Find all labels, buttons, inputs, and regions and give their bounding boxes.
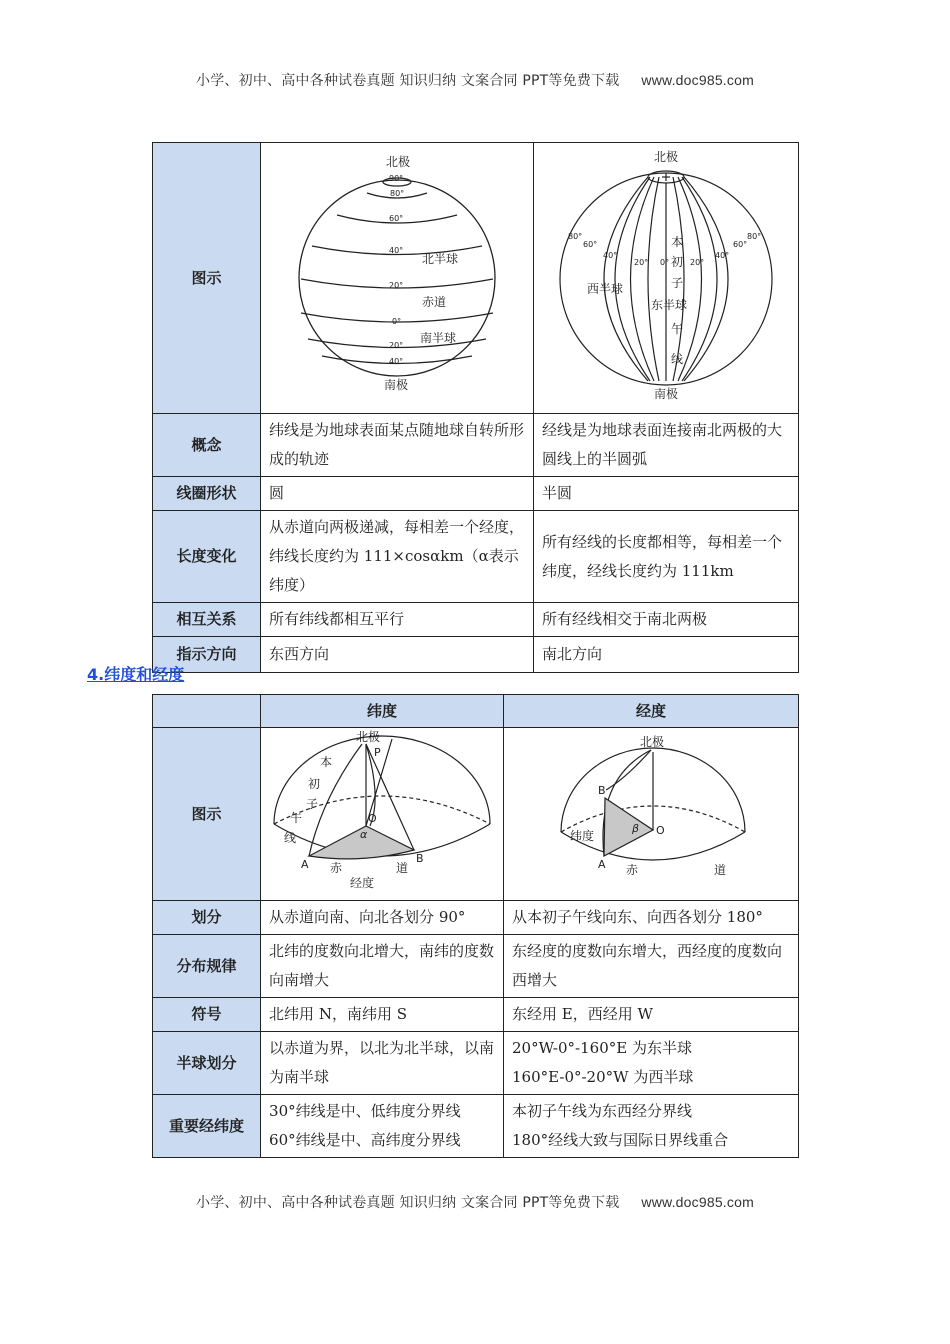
longitude-important-line-1: 本初子午线为东西经分界线	[512, 1102, 693, 1120]
row-header-shape: 线圈形状	[153, 477, 261, 511]
tick-20s: 20°	[389, 341, 404, 350]
longitude-degree-figure	[504, 728, 799, 901]
longitude-shape: 半圆	[534, 477, 799, 511]
longitude-concept: 经线是为地球表面连接南北两极的大圆线上的半圆弧	[534, 414, 799, 477]
longitude-length-change: 所有经线的长度都相等，每相差一个纬度，经线长度约为 111km	[534, 511, 799, 603]
section-title[interactable]: 4.纬度和经度	[87, 665, 185, 684]
north-hemisphere-label: 北半球	[422, 252, 459, 266]
prime-meridian-char-1: 本	[320, 755, 333, 769]
latitude-relation: 所有纬线都相互平行	[261, 603, 534, 637]
tick-60e: 60°	[733, 240, 748, 249]
alpha-symbol: α	[360, 828, 368, 841]
col-header-latitude: 纬度	[261, 695, 504, 728]
latitude-division: 从赤道向南、向北各划分 90°	[261, 901, 504, 935]
page-footer	[0, 1192, 950, 1212]
equator-char-right: 道	[714, 863, 727, 877]
east-hemisphere-range: 20°W-0°-160°E 为东半球	[512, 1039, 692, 1057]
longitude-distribution: 东经度的度数向东增大，西经度的度数向西增大	[504, 935, 799, 998]
prime-meridian-char-1: 本	[671, 235, 684, 249]
tick-40e: 40°	[715, 251, 730, 260]
longitude-symbol: 东经用 E，西经用 W	[504, 998, 799, 1032]
equator-char-left: 赤	[626, 863, 639, 877]
south-pole-label: 南极	[654, 387, 679, 401]
latitude-lines-figure	[261, 143, 534, 414]
row-header-relation: 相互关系	[153, 603, 261, 637]
west-hemisphere-range: 160°E-0°-20°W 为西半球	[512, 1068, 694, 1086]
row-header-important: 重要经纬度	[153, 1095, 261, 1158]
row-header-direction: 指示方向	[153, 637, 261, 673]
point-b: B	[598, 784, 606, 797]
longitude-hemisphere	[504, 1032, 799, 1095]
latitude-important-line-1: 30°纬线是中、低纬度分界线	[269, 1102, 461, 1120]
prime-meridian-char-5: 线	[671, 352, 684, 366]
tick-60w: 60°	[583, 240, 598, 249]
row-header-figure-2: 图示	[153, 728, 261, 901]
prime-meridian-char-4: 午	[671, 322, 684, 336]
longitude-label: 经度	[350, 876, 375, 890]
latitude-globe-diagram	[262, 143, 532, 403]
east-hemisphere-label: 东半球	[651, 298, 688, 312]
tick-40n: 40°	[389, 246, 404, 255]
equator-char-right: 道	[396, 861, 409, 875]
page-header	[0, 70, 950, 90]
prime-meridian-char-5: 线	[284, 831, 297, 845]
point-o: O	[368, 812, 377, 825]
latitude-shape: 圆	[261, 477, 534, 511]
latitude-longitude-lines-table	[152, 142, 799, 673]
latitude-important-line-2: 60°纬线是中、高纬度分界线	[269, 1131, 461, 1149]
longitude-relation: 所有经线相交于南北两极	[534, 603, 799, 637]
latitude-important	[261, 1095, 504, 1158]
latitude-degree-figure	[261, 728, 504, 901]
prime-meridian-char-3: 子	[306, 797, 319, 811]
prime-meridian-char-3: 子	[671, 276, 684, 290]
row-header-symbol: 符号	[153, 998, 261, 1032]
tick-0: 0°	[660, 258, 670, 267]
prime-meridian-char-4: 午	[290, 811, 303, 825]
point-a: A	[598, 858, 606, 871]
beta-symbol: β	[632, 822, 640, 835]
north-pole-label: 北极	[654, 150, 679, 164]
longitude-lines-figure	[534, 143, 799, 414]
latitude-symbol: 北纬用 N，南纬用 S	[261, 998, 504, 1032]
longitude-important	[504, 1095, 799, 1158]
north-pole-label: 北极	[640, 735, 665, 749]
north-pole-label: 北极	[386, 155, 411, 169]
tick-40w: 40°	[603, 251, 618, 260]
latitude-hemisphere: 以赤道为界，以北为北半球，以南为南半球	[261, 1032, 504, 1095]
tick-20e: 20°	[690, 258, 705, 267]
longitude-direction: 南北方向	[534, 637, 799, 673]
equator-char-left: 赤	[330, 861, 343, 875]
point-a: A	[301, 858, 309, 871]
point-o: O	[656, 824, 665, 837]
col-header-longitude: 经度	[504, 695, 799, 728]
latitude-concept: 纬线是为地球表面某点随地球自转所形成的轨迹	[261, 414, 534, 477]
latitude-length-change: 从赤道向两极递减，每相差一个经度，纬线长度约为 111×cosαkm（α表示纬度）	[261, 511, 534, 603]
latitude-longitude-degrees-table	[152, 694, 799, 1158]
header-text: 小学、初中、高中各种试卷真题 知识归纳 文案合同 PPT等免费下载	[196, 73, 620, 89]
longitude-hemisphere-diagram	[506, 728, 796, 890]
longitude-globe-diagram	[535, 143, 797, 403]
tick-80e: 80°	[747, 232, 762, 241]
tick-80w: 80°	[568, 232, 583, 241]
row-header-length-change: 长度变化	[153, 511, 261, 603]
south-hemisphere-label: 南半球	[420, 331, 457, 345]
longitude-important-line-2: 180°经线大致与国际日界线重合	[512, 1131, 729, 1149]
header-url[interactable]: www.doc985.com	[641, 72, 754, 88]
tick-0: 0°	[392, 317, 402, 326]
longitude-division: 从本初子午线向东、向西各划分 180°	[504, 901, 799, 935]
row-header-division: 划分	[153, 901, 261, 935]
latitude-label: 纬度	[570, 829, 595, 843]
point-p: P	[374, 746, 381, 759]
west-hemisphere-label: 西半球	[587, 282, 624, 296]
footer-text: 小学、初中、高中各种试卷真题 知识归纳 文案合同 PPT等免费下载	[196, 1195, 620, 1211]
latitude-direction: 东西方向	[261, 637, 534, 673]
tick-60: 60°	[389, 214, 404, 223]
prime-meridian-char-2: 初	[308, 777, 321, 791]
row-header-distribution: 分布规律	[153, 935, 261, 998]
corner-header	[153, 695, 261, 728]
equator-label: 赤道	[422, 295, 447, 309]
tick-40s: 40°	[389, 357, 404, 366]
point-b: B	[416, 852, 424, 865]
prime-meridian-char-2: 初	[671, 255, 684, 269]
tick-90: 90°	[389, 174, 404, 183]
latitude-hemisphere-diagram	[262, 728, 502, 890]
row-header-hemisphere: 半球划分	[153, 1032, 261, 1095]
row-header-concept: 概念	[153, 414, 261, 477]
row-header-figure: 图示	[153, 143, 261, 414]
tick-20n: 20°	[389, 281, 404, 290]
footer-url[interactable]: www.doc985.com	[641, 1194, 754, 1210]
tick-20w: 20°	[634, 258, 649, 267]
tick-80: 80°	[390, 189, 405, 198]
north-pole-label: 北极	[356, 730, 381, 744]
south-pole-label: 南极	[384, 378, 409, 392]
latitude-distribution: 北纬的度数向北增大，南纬的度数向南增大	[261, 935, 504, 998]
